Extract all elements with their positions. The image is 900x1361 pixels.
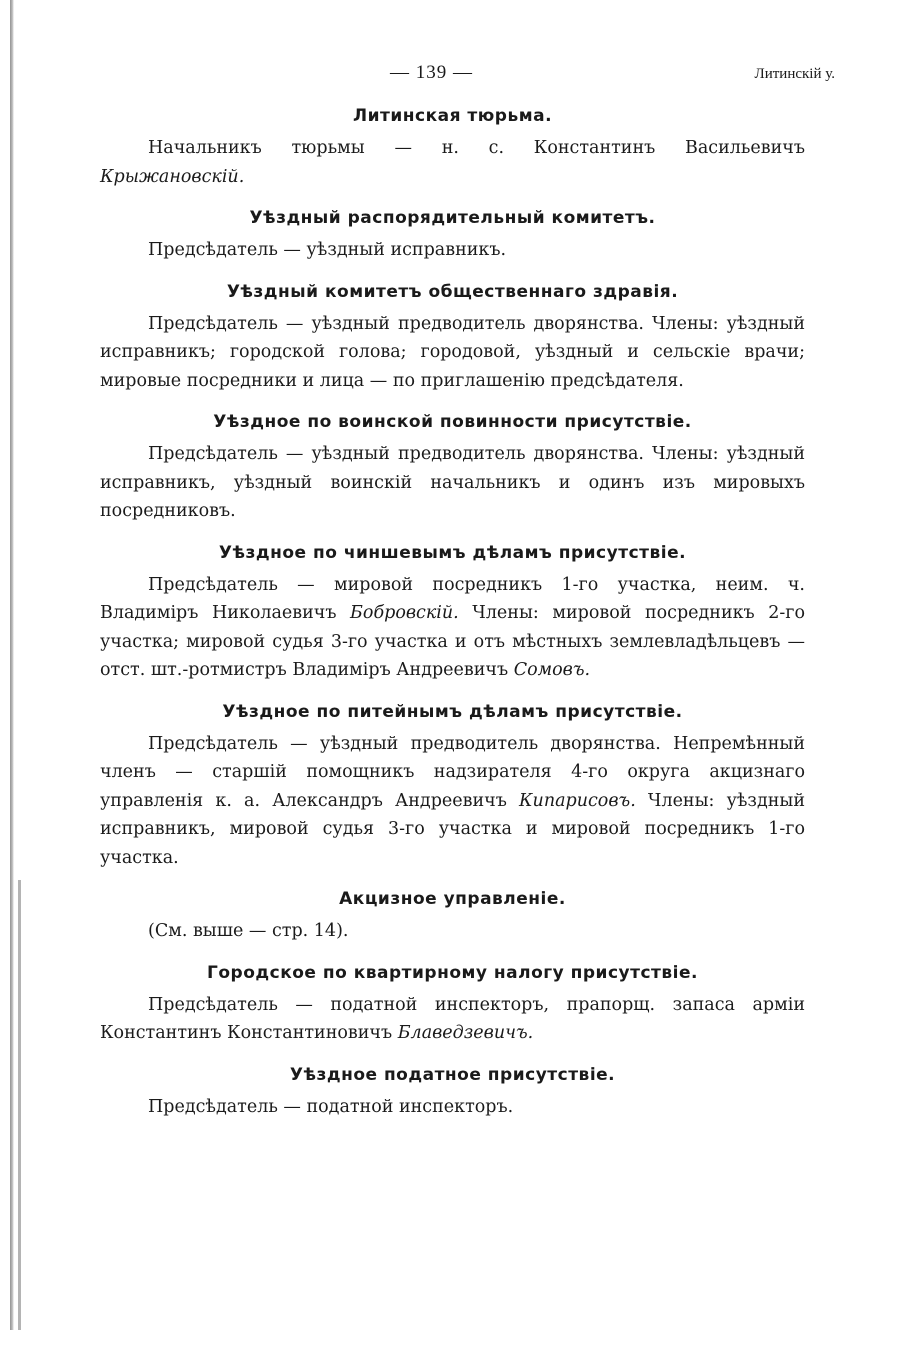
section-title: Акцизное управленіе.	[339, 889, 566, 909]
binding-edge-shadow	[18, 880, 21, 1330]
section	[100, 274, 805, 396]
section-text: Предсѣдатель — податной инспекторъ, прапорщ. запаса арміи Константинъ Константиновичъ Блаведзевичъ.	[100, 994, 805, 1043]
page-header	[100, 62, 835, 98]
section-text: Предсѣдатель — уѣздный предводитель дворянства. Члены: уѣздный исправникъ; городской голова; городовой, уѣздный и сельскіе врачи; мировые посредники и лица — по приглашенію предсѣдателя.	[100, 313, 805, 391]
section	[100, 955, 805, 1048]
section-title: Уѣздное по чиншевымъ дѣламъ присутствіе.	[218, 542, 687, 563]
section-title: Уѣздное податное присутствіе.	[289, 1064, 616, 1085]
section	[100, 881, 805, 946]
section-title: Уѣздный распорядительный комитетъ.	[249, 208, 656, 228]
section	[100, 535, 805, 685]
section-text: Предсѣдатель — податной инспекторъ.	[148, 1096, 514, 1117]
page	[100, 62, 835, 1121]
section	[100, 200, 805, 265]
section	[100, 1057, 805, 1122]
section-title: Уѣздное по воинской повинности присутствіе.	[213, 412, 692, 432]
page-number: — 139 —	[390, 62, 473, 83]
section-text: Начальникъ тюрьмы — н. с. Константинъ Васильевичъ Крыжановскій.	[100, 138, 805, 187]
section	[100, 98, 805, 191]
person-name: Кипарисовъ.	[519, 790, 636, 811]
section-text: Предсѣдатель — уѣздный исправникъ.	[148, 240, 507, 260]
section-text: (См. выше — стр. 14).	[148, 921, 349, 941]
person-name: Бобровскій.	[350, 603, 459, 623]
person-name: Сомовъ.	[513, 660, 591, 680]
section-title: Уѣздный комитетъ общественнаго здравія.	[226, 281, 679, 302]
section-title: Уѣздное по питейнымъ дѣламъ присутствіе.	[222, 701, 683, 722]
section	[100, 404, 805, 526]
person-name: Блаведзевичъ.	[397, 1023, 534, 1043]
running-head: Литинскій у.	[754, 66, 835, 82]
section-title: Городское по квартирному налогу присутствіе.	[207, 962, 698, 983]
binding-edge	[10, 0, 14, 1330]
section-text: Предсѣдатель — уѣздный предводитель дворянства. Непремѣнный членъ — старшій помощникъ надзирателя 4-го округа акцизнаго управленія к. а. Александръ Андреевичъ Кипарисовъ. Члены: уѣздный исправникъ, мировой судья 3-го участка и мировой посредникъ 1-го участка.	[100, 733, 805, 868]
person-name: Крыжановскій.	[100, 166, 245, 187]
section-text: Предсѣдатель — уѣздный предводитель дворянства. Члены: уѣздный исправникъ, уѣздный воинскій начальникъ и одинъ изъ мировыхъ посредниковъ.	[100, 444, 805, 521]
section-title: Литинская тюрьма.	[352, 106, 553, 126]
section	[100, 694, 805, 873]
section-text: Предсѣдатель — мировой посредникъ 1-го участка, неим. ч. Владиміръ Николаевичъ Бобровскій. Члены: мировой посредникъ 2-го участка; мировой судья 3-го участка и отъ мѣстныхъ землевладѣльцевъ — отст. шт.-ротмистръ Владиміръ Андреевичъ Сомовъ.	[100, 574, 806, 680]
